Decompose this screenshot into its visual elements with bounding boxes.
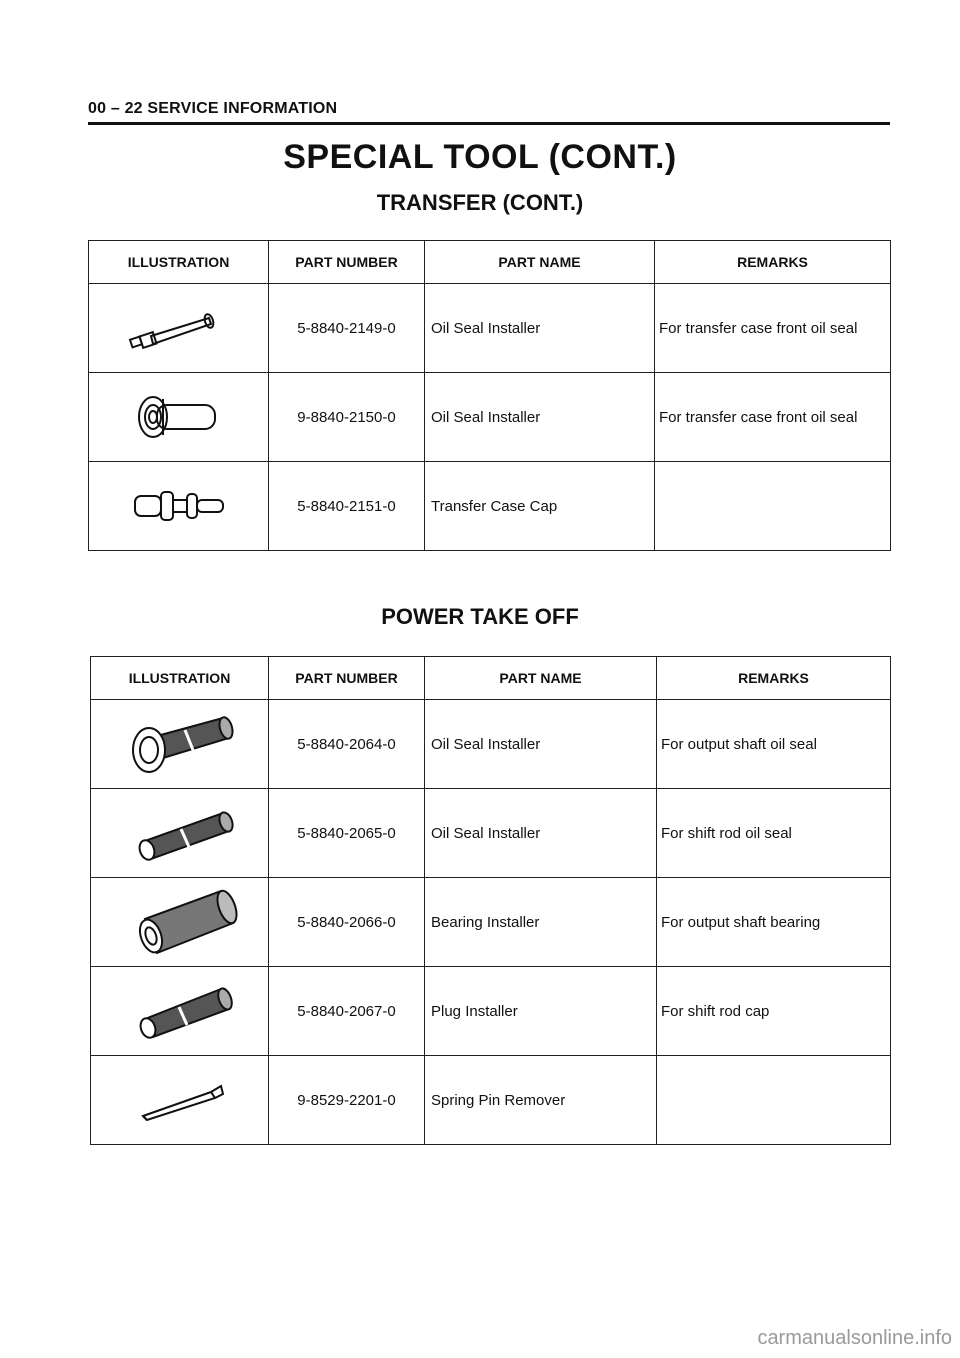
remarks: For shift rod cap	[657, 967, 891, 1056]
part-number: 5-8840-2065-0	[269, 789, 425, 878]
table-row	[91, 1056, 891, 1145]
part-number: 9-8840-2150-0	[269, 373, 425, 462]
column-header-part-name: PART NAME	[425, 241, 655, 284]
part-name: Transfer Case Cap	[425, 462, 655, 551]
part-number: 5-8840-2067-0	[269, 967, 425, 1056]
part-number: 5-8840-2066-0	[269, 878, 425, 967]
column-header-part-number: PART NUMBER	[269, 241, 425, 284]
page-title: SPECIAL TOOL (CONT.)	[283, 138, 677, 176]
part-number: 5-8840-2149-0	[269, 284, 425, 373]
table-row	[89, 373, 891, 462]
part-name: Plug Installer	[425, 967, 657, 1056]
table-row	[91, 878, 891, 967]
oil-seal-installer-icon	[119, 298, 239, 358]
illustration-cell	[91, 878, 269, 967]
column-header-part-name: PART NAME	[425, 657, 657, 700]
table-header-row	[91, 657, 891, 700]
table-row	[91, 700, 891, 789]
part-name: Oil Seal Installer	[425, 700, 657, 789]
remarks	[657, 1056, 891, 1145]
illustration-cell	[91, 700, 269, 789]
oil-seal-installer-flanged-icon	[119, 387, 239, 447]
remarks: For transfer case front oil seal	[655, 284, 891, 373]
table-row	[91, 967, 891, 1056]
column-header-remarks: REMARKS	[655, 241, 891, 284]
illustration-cell	[91, 1056, 269, 1145]
section-label: 00 – 22 SERVICE INFORMATION	[88, 100, 338, 117]
table-row	[89, 284, 891, 373]
remarks: For transfer case front oil seal	[655, 373, 891, 462]
illustration-cell	[91, 967, 269, 1056]
part-number: 5-8840-2151-0	[269, 462, 425, 551]
transfer-subtitle: TRANSFER (CONT.)	[376, 190, 584, 215]
part-name: Bearing Installer	[425, 878, 657, 967]
column-header-illustration: ILLUSTRATION	[89, 241, 269, 284]
pto-tools-table	[90, 656, 891, 1145]
transfer-tools-table	[88, 240, 891, 551]
illustration-cell	[91, 789, 269, 878]
knurled-installer-icon	[115, 797, 245, 869]
remarks: For output shaft bearing	[657, 878, 891, 967]
part-name: Oil Seal Installer	[425, 284, 655, 373]
part-name: Oil Seal Installer	[425, 789, 657, 878]
site-watermark: carmanualsonline.info	[757, 1327, 952, 1349]
illustration-cell	[89, 373, 269, 462]
column-header-remarks: REMARKS	[657, 657, 891, 700]
transfer-case-cap-icon	[119, 476, 239, 536]
spring-pin-remover-icon	[115, 1070, 245, 1130]
illustration-cell	[89, 284, 269, 373]
page-header	[88, 100, 890, 125]
table-header-row	[89, 241, 891, 284]
knurled-bearing-installer-icon	[115, 883, 245, 961]
part-name: Oil Seal Installer	[425, 373, 655, 462]
table-row	[91, 789, 891, 878]
column-header-part-number: PART NUMBER	[269, 657, 425, 700]
part-name: Spring Pin Remover	[425, 1056, 657, 1145]
remarks	[655, 462, 891, 551]
pto-subtitle: POWER TAKE OFF	[381, 604, 579, 629]
table-row	[89, 462, 891, 551]
part-number: 9-8529-2201-0	[269, 1056, 425, 1145]
part-number: 5-8840-2064-0	[269, 700, 425, 789]
knurled-plug-installer-icon	[115, 975, 245, 1047]
remarks: For shift rod oil seal	[657, 789, 891, 878]
column-header-illustration: ILLUSTRATION	[91, 657, 269, 700]
illustration-cell	[89, 462, 269, 551]
remarks: For output shaft oil seal	[657, 700, 891, 789]
knurled-installer-flanged-icon	[115, 708, 245, 780]
